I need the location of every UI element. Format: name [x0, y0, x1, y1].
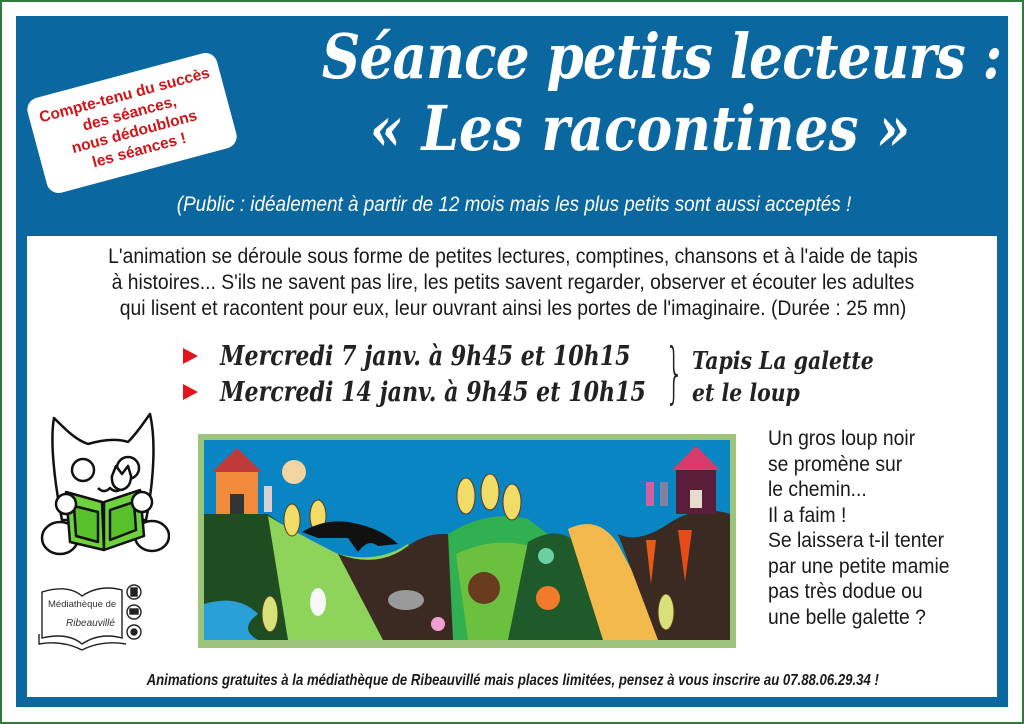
story-line: Un gros loup noir — [768, 427, 916, 450]
logo-text: Ribeauvillé — [66, 618, 115, 629]
story-text — [768, 426, 998, 630]
mat-title-line: Tapis La galette — [692, 346, 874, 375]
curly-brace-icon: } — [665, 334, 684, 411]
description-line: L'animation se déroule sous forme de petites lectures, comptines, chansons et à l'aide de tapis — [108, 245, 918, 268]
reading-cat-illustration — [40, 410, 170, 560]
story-line: par une petite mamie — [768, 554, 950, 578]
mat-title-line: et le loup — [692, 378, 800, 407]
story-line: pas très dodue ou — [768, 580, 923, 603]
title-line-1: Séance petits lecteurs : — [321, 20, 1002, 93]
footer-note — [30, 672, 996, 690]
description-line: qui lisent et racontent pour eux, leur ouvrant ainsi les portes de l'imaginaire. (Durée : 25 mn) — [119, 297, 907, 320]
story-mat-photo — [198, 434, 736, 648]
footer-text: Animations gratuites à la médiathèque de Ribeauvillé mais places limitées, pensez à vous inscrire au 07.88.06.29.34 ! — [146, 672, 880, 689]
badge-text: Compte-tenu du succès des séances, nous dédoublons les séances ! — [37, 64, 212, 172]
story-line: Il a faim ! — [768, 503, 847, 527]
red-triangle-arrow-icon — [183, 348, 198, 364]
title-line-2: « Les racontines » — [369, 92, 911, 165]
story-line: Se laissera t-il tenter — [768, 529, 945, 552]
session-item — [183, 338, 739, 374]
story-line: se promène sur — [768, 452, 903, 476]
session-item — [183, 374, 739, 410]
session-label: Mercredi 7 janv. à 9h45 et 10h15 — [220, 340, 631, 372]
story-line: le chemin... — [768, 478, 867, 501]
mat-title — [692, 345, 874, 409]
session-label: Mercredi 14 janv. à 9h45 et 10h15 — [220, 376, 646, 408]
description-line: à histoires... S'ils ne savent pas lire, les petits savent regarder, observer et écouter les adultes — [111, 271, 915, 294]
description — [30, 244, 996, 322]
logo-text: Médiathèque de — [48, 599, 117, 610]
poster-title — [270, 20, 1010, 165]
session-schedule — [183, 334, 739, 411]
story-line: une belle galette ? — [768, 605, 926, 629]
mediatheque-logo — [38, 582, 148, 652]
red-triangle-arrow-icon — [183, 384, 198, 400]
audience-note: (Public : idéalement à partir de 12 mois mais les plus petits sont aussi acceptés ! — [176, 193, 852, 216]
open-book-icon — [38, 582, 148, 652]
